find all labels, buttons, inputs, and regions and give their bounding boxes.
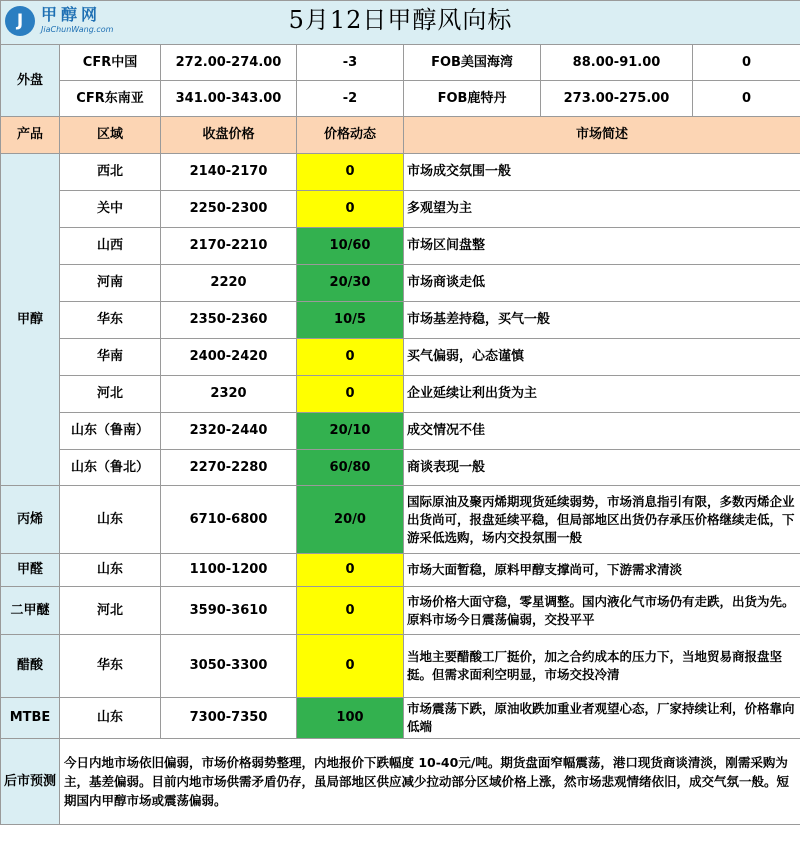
region-cell: 山西 bbox=[60, 228, 161, 265]
region-cell: 河北 bbox=[60, 376, 161, 413]
region-cell: 山东（鲁南） bbox=[60, 413, 161, 450]
summary-cell: 市场成交氛围一般 bbox=[404, 154, 800, 191]
trend-cell: 0 bbox=[297, 554, 404, 587]
product-dme: 二甲醚 bbox=[1, 587, 60, 635]
trend-cell: 10/5 bbox=[297, 302, 404, 339]
summary-cell: 企业延续让利出货为主 bbox=[404, 376, 800, 413]
region-cell: 山东 bbox=[60, 486, 161, 554]
summary-cell: 国际原油及聚丙烯期现货延续弱势，市场消息指引有限，多数丙烯企业出货尚可，报盘延续平稳，但局部地区出货仍存承压价格继续走低，下游采低选购，场内交投氛围一般 bbox=[404, 486, 800, 554]
price-cell: 1100-1200 bbox=[161, 554, 297, 587]
product-acetic-acid: 醋酸 bbox=[1, 635, 60, 698]
external-change: -2 bbox=[297, 81, 404, 117]
price-cell: 3050-3300 bbox=[161, 635, 297, 698]
column-header-trend: 价格动态 bbox=[297, 117, 404, 154]
trend-cell: 100 bbox=[297, 698, 404, 739]
title-bar bbox=[1, 1, 800, 45]
price-cell: 2320 bbox=[161, 376, 297, 413]
price-cell: 3590-3610 bbox=[161, 587, 297, 635]
external-price: 272.00-274.00 bbox=[161, 45, 297, 81]
external-name: CFR东南亚 bbox=[60, 81, 161, 117]
external-label: 外盘 bbox=[1, 45, 60, 117]
summary-cell: 多观望为主 bbox=[404, 191, 800, 228]
region-cell: 山东 bbox=[60, 554, 161, 587]
trend-cell: 0 bbox=[297, 154, 404, 191]
trend-cell: 20/30 bbox=[297, 265, 404, 302]
price-cell: 7300-7350 bbox=[161, 698, 297, 739]
price-cell: 6710-6800 bbox=[161, 486, 297, 554]
column-header-region: 区域 bbox=[60, 117, 161, 154]
logo-icon: J bbox=[5, 6, 35, 36]
summary-cell: 市场价格大面守稳，零星调整。国内液化气市场仍有走跌，出货为先。原料市场今日震荡偏弱，交投平平 bbox=[404, 587, 800, 635]
column-header-product: 产品 bbox=[1, 117, 60, 154]
column-header-price: 收盘价格 bbox=[161, 117, 297, 154]
summary-cell: 市场商谈走低 bbox=[404, 265, 800, 302]
product-mtbe: MTBE bbox=[1, 698, 60, 739]
trend-cell: 20/10 bbox=[297, 413, 404, 450]
price-cell: 2320-2440 bbox=[161, 413, 297, 450]
price-cell: 2350-2360 bbox=[161, 302, 297, 339]
region-cell: 关中 bbox=[60, 191, 161, 228]
trend-cell: 0 bbox=[297, 376, 404, 413]
summary-cell: 市场区间盘整 bbox=[404, 228, 800, 265]
region-cell: 华东 bbox=[60, 302, 161, 339]
price-cell: 2140-2170 bbox=[161, 154, 297, 191]
logo bbox=[5, 6, 135, 40]
summary-cell: 买气偏弱，心态谨慎 bbox=[404, 339, 800, 376]
trend-cell: 0 bbox=[297, 587, 404, 635]
trend-cell: 0 bbox=[297, 635, 404, 698]
trend-cell: 20/0 bbox=[297, 486, 404, 554]
external-price: 273.00-275.00 bbox=[541, 81, 693, 117]
summary-cell: 当地主要醋酸工厂挺价，加之合约成本的压力下，当地贸易商报盘坚挺。但需求面利空明显，市场交投冷清 bbox=[404, 635, 800, 698]
price-cell: 2170-2210 bbox=[161, 228, 297, 265]
external-change: 0 bbox=[693, 45, 800, 81]
external-change: 0 bbox=[693, 81, 800, 117]
product-propylene: 丙烯 bbox=[1, 486, 60, 554]
external-price: 341.00-343.00 bbox=[161, 81, 297, 117]
region-cell: 华东 bbox=[60, 635, 161, 698]
region-cell: 河北 bbox=[60, 587, 161, 635]
summary-cell: 成交情况不佳 bbox=[404, 413, 800, 450]
region-cell: 西北 bbox=[60, 154, 161, 191]
forecast-label: 后市预测 bbox=[1, 739, 60, 825]
logo-url: JiaChunWang.com bbox=[41, 25, 114, 34]
page-title: 5月12日甲醇风向标 bbox=[288, 6, 513, 34]
logo-name: 甲醇网 bbox=[41, 5, 102, 24]
price-cell: 2270-2280 bbox=[161, 450, 297, 486]
region-cell: 山东（鲁北） bbox=[60, 450, 161, 486]
summary-cell: 市场震荡下跌，原油收跌加重业者观望心态，厂家持续让利，价格靠向低端 bbox=[404, 698, 800, 739]
product-formaldehyde: 甲醛 bbox=[1, 554, 60, 587]
column-header-summary: 市场简述 bbox=[404, 117, 800, 154]
summary-cell: 市场大面暂稳，原料甲醇支撑尚可，下游需求清淡 bbox=[404, 554, 800, 587]
external-change: -3 bbox=[297, 45, 404, 81]
price-cell: 2400-2420 bbox=[161, 339, 297, 376]
external-name: CFR中国 bbox=[60, 45, 161, 81]
price-cell: 2220 bbox=[161, 265, 297, 302]
trend-cell: 10/60 bbox=[297, 228, 404, 265]
price-cell: 2250-2300 bbox=[161, 191, 297, 228]
region-cell: 河南 bbox=[60, 265, 161, 302]
trend-cell: 0 bbox=[297, 339, 404, 376]
region-cell: 华南 bbox=[60, 339, 161, 376]
external-name: FOB鹿特丹 bbox=[404, 81, 541, 117]
trend-cell: 60/80 bbox=[297, 450, 404, 486]
trend-cell: 0 bbox=[297, 191, 404, 228]
external-price: 88.00-91.00 bbox=[541, 45, 693, 81]
external-name: FOB美国海湾 bbox=[404, 45, 541, 81]
forecast-text: 今日内地市场依旧偏弱，市场价格弱势整理，内地报价下跌幅度 10-40元/吨。期货盘面窄幅震荡，港口现货商谈清淡，刚需采购为主，基差偏弱。目前内地市场供需矛盾仍存，虽局部地区供应减少拉动部分区域价格上涨，然市场悲观情绪依旧，成交气氛一般。短期国内甲醇市场或震荡偏弱。 bbox=[60, 739, 800, 825]
summary-cell: 市场基差持稳，买气一般 bbox=[404, 302, 800, 339]
product-methanol: 甲醇 bbox=[1, 154, 60, 486]
region-cell: 山东 bbox=[60, 698, 161, 739]
summary-cell: 商谈表现一般 bbox=[404, 450, 800, 486]
